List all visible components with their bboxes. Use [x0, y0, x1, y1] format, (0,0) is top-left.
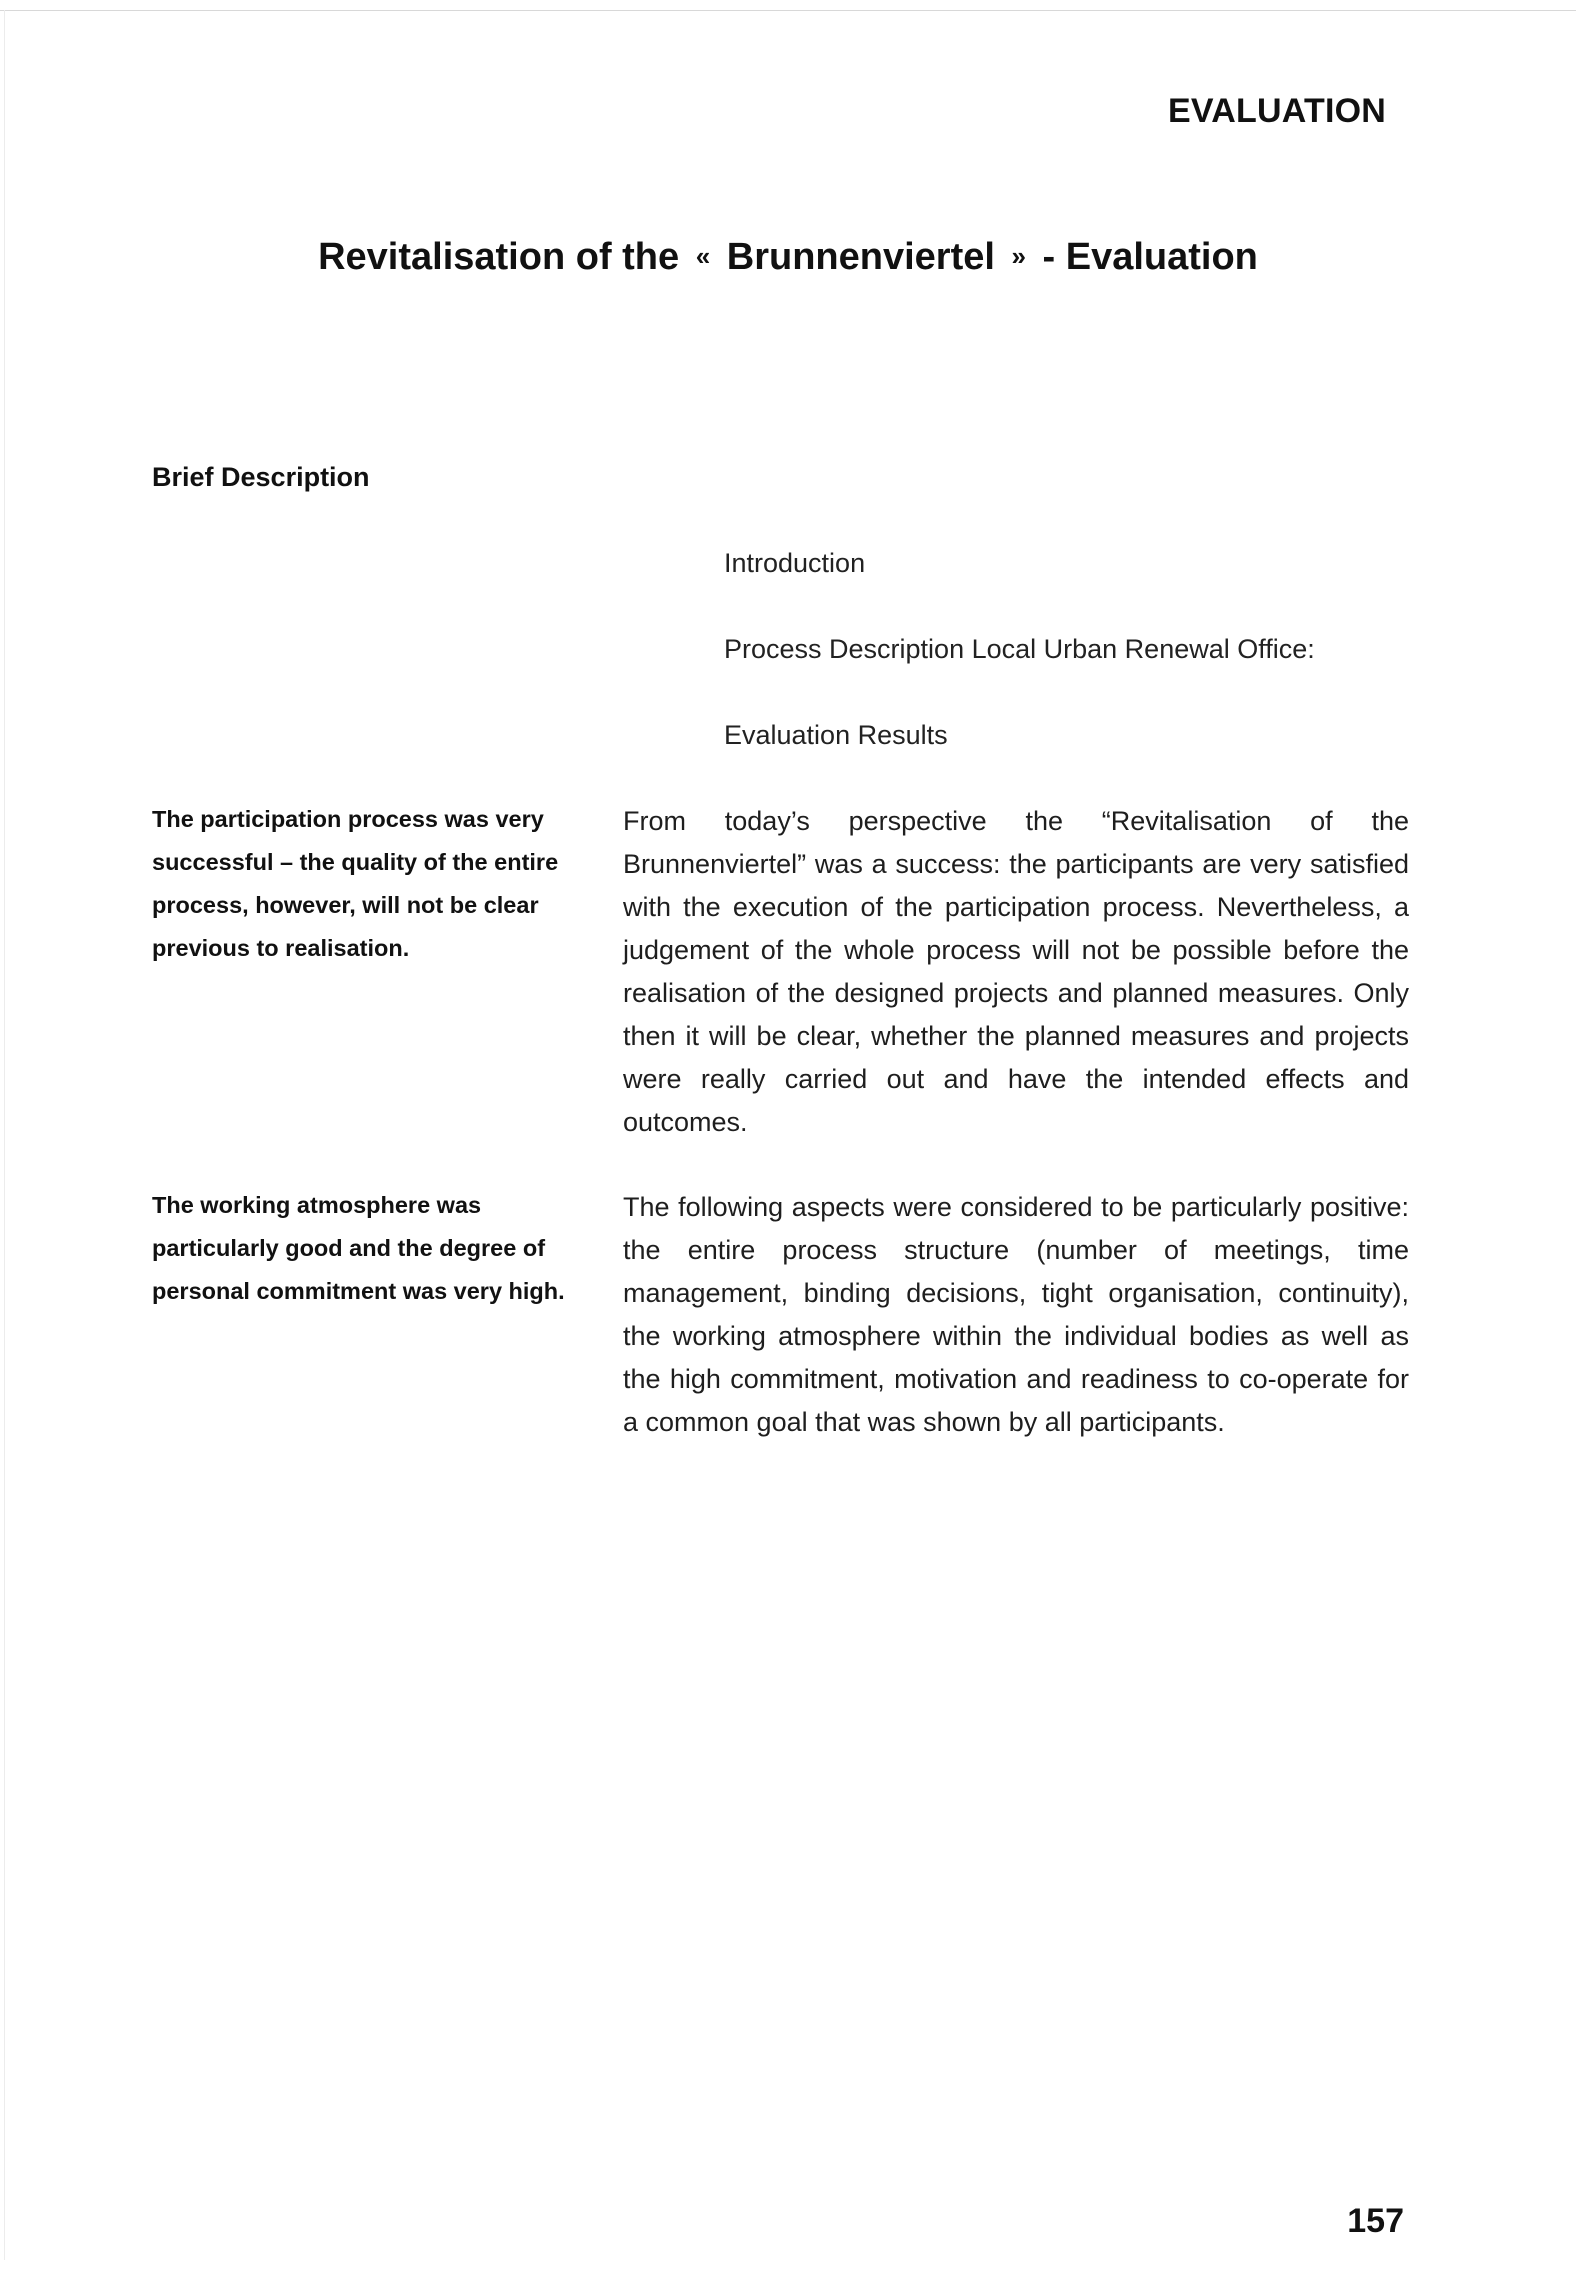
body-paragraph-aspects: The following aspects were considered to be particularly positive: the entire process structure (number of meetings, time management, binding decisions, tight organisation, continuity), the working atmosphere within the individual bodies as well as the high commitment, motivation and readiness to co-operate for a common goal that was shown by all participants.	[623, 1192, 1409, 1437]
page-number: 157	[1347, 2202, 1404, 2240]
brief-description-heading: Brief Description	[152, 462, 370, 492]
toc-item-evaluation-results: Evaluation Results	[724, 720, 948, 750]
top-rule	[0, 10, 1576, 11]
side-note-atmosphere: The working atmosphere was particularly good and the degree of personal commitment was very high.	[152, 1192, 565, 1304]
title-suffix: - Evaluation	[1042, 236, 1258, 278]
title-prefix: Revitalisation of the	[318, 236, 680, 278]
title-name: Brunnenviertel	[726, 236, 995, 278]
title-open-quote: «	[695, 241, 711, 271]
side-note-participation: The participation process was very successful – the quality of the entire process, however, will not be clear previous to realisation.	[152, 806, 559, 961]
page-edge	[4, 10, 5, 2260]
page-title	[0, 236, 1576, 279]
body-paragraph-perspective: From today’s perspective the “Revitalisation of the Brunnenviertel” was a success: the participants are very satisfied with the execution of the participation process. Nevertheless, a judgement of the whole process will not be possible before the realisation of the designed projects and planned measures. Only then it will be clear, whether the planned measures and projects were really carried out and have the intended effects and outcomes.	[623, 806, 1409, 1137]
toc-item-introduction: Introduction	[724, 548, 866, 578]
title-close-quote: »	[1011, 241, 1026, 271]
section-label: EVALUATION	[1168, 92, 1386, 130]
toc-item-process-description: Process Description Local Urban Renewal Office:	[724, 634, 1315, 664]
